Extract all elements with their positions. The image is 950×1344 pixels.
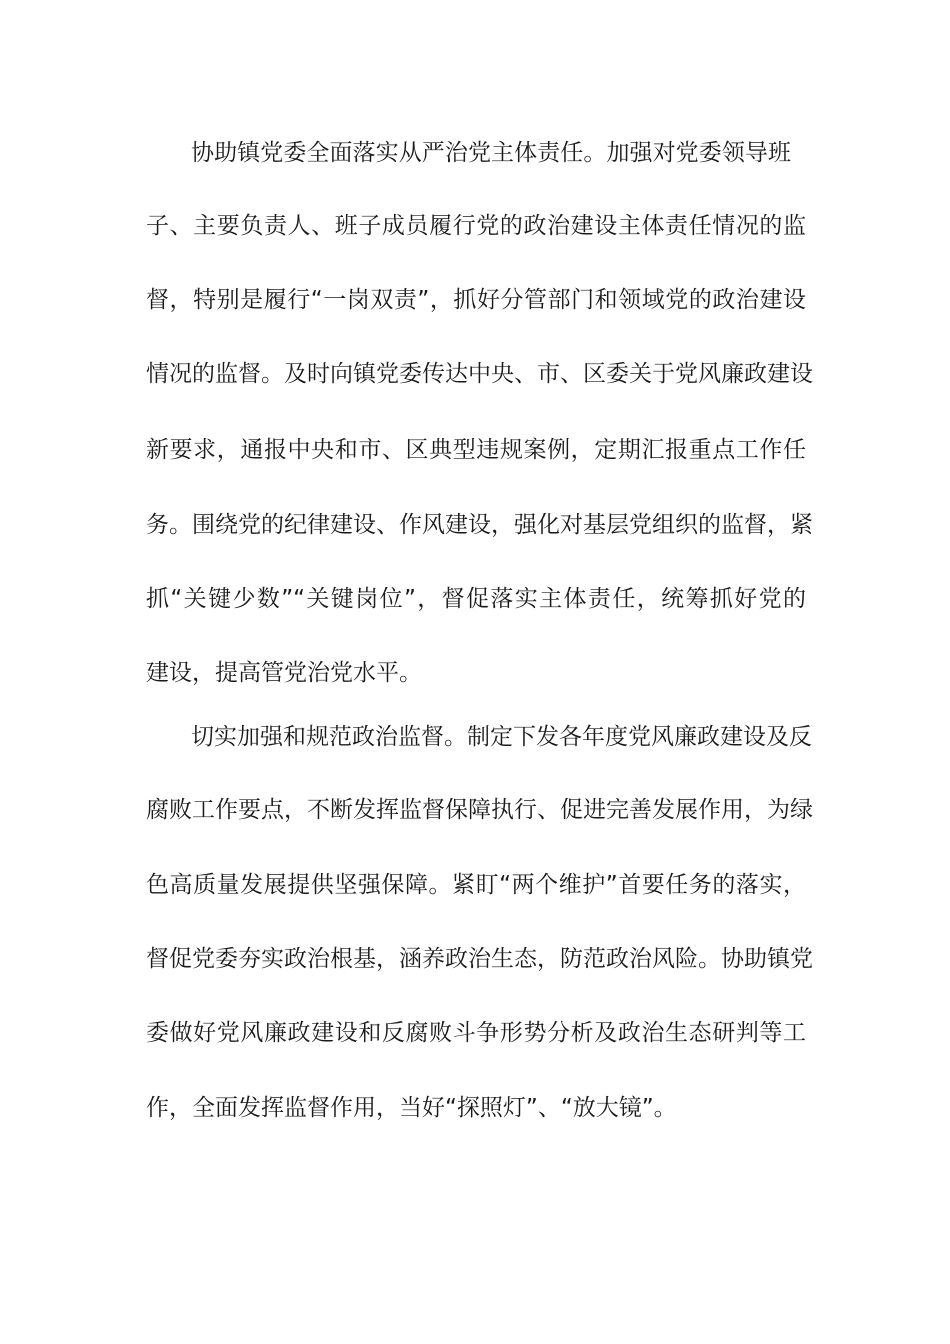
paragraph-line: 督促党委夯实政治根基，涵养政治生态，防范政治风险。协助镇党 [146, 946, 813, 972]
paragraph-line: 建设，提高管党治党水平。 [146, 660, 422, 686]
paragraph-line: 协助镇党委全面落实从严治党主体责任。加强对党委领导班 [191, 140, 791, 166]
paragraph-line: 色高质量发展提供坚强保障。紧盯“两个维护”首要任务的落实， [146, 872, 806, 898]
paragraph-line: 切实加强和规范政治监督。制定下发各年度党风廉政建设及反 [191, 724, 812, 750]
paragraph-line: 腐败工作要点，不断发挥监督保障执行、促进完善发展作用，为绿 [146, 797, 813, 823]
paragraph-line: 新要求，通报中央和市、区典型违规案例，定期汇报重点工作任 [146, 437, 806, 463]
paragraph-line: 抓“关键少数”“关键岗位”，督促落实主体责任，统筹抓好党的 [146, 586, 806, 612]
paragraph-line: 委做好党风廉政建设和反腐败斗争形势分析及政治生态研判等工 [146, 1020, 806, 1046]
paragraph-line: 督，特别是履行“一岗双责”，抓好分管部门和领域党的政治建设 [146, 287, 806, 313]
paragraph-line: 务。围绕党的纪律建设、作风建设，强化对基层党组织的监督，紧 [146, 512, 813, 538]
paragraph-line: 情况的监督。及时向镇党委传达中央、市、区委关于党风廉政建设 [146, 361, 813, 387]
paragraph-line: 子、主要负责人、班子成员履行党的政治建设主体责任情况的监 [146, 213, 806, 239]
paragraph-line: 作，全面发挥监督作用，当好“探照灯”、“放大镜”。 [146, 1095, 677, 1121]
